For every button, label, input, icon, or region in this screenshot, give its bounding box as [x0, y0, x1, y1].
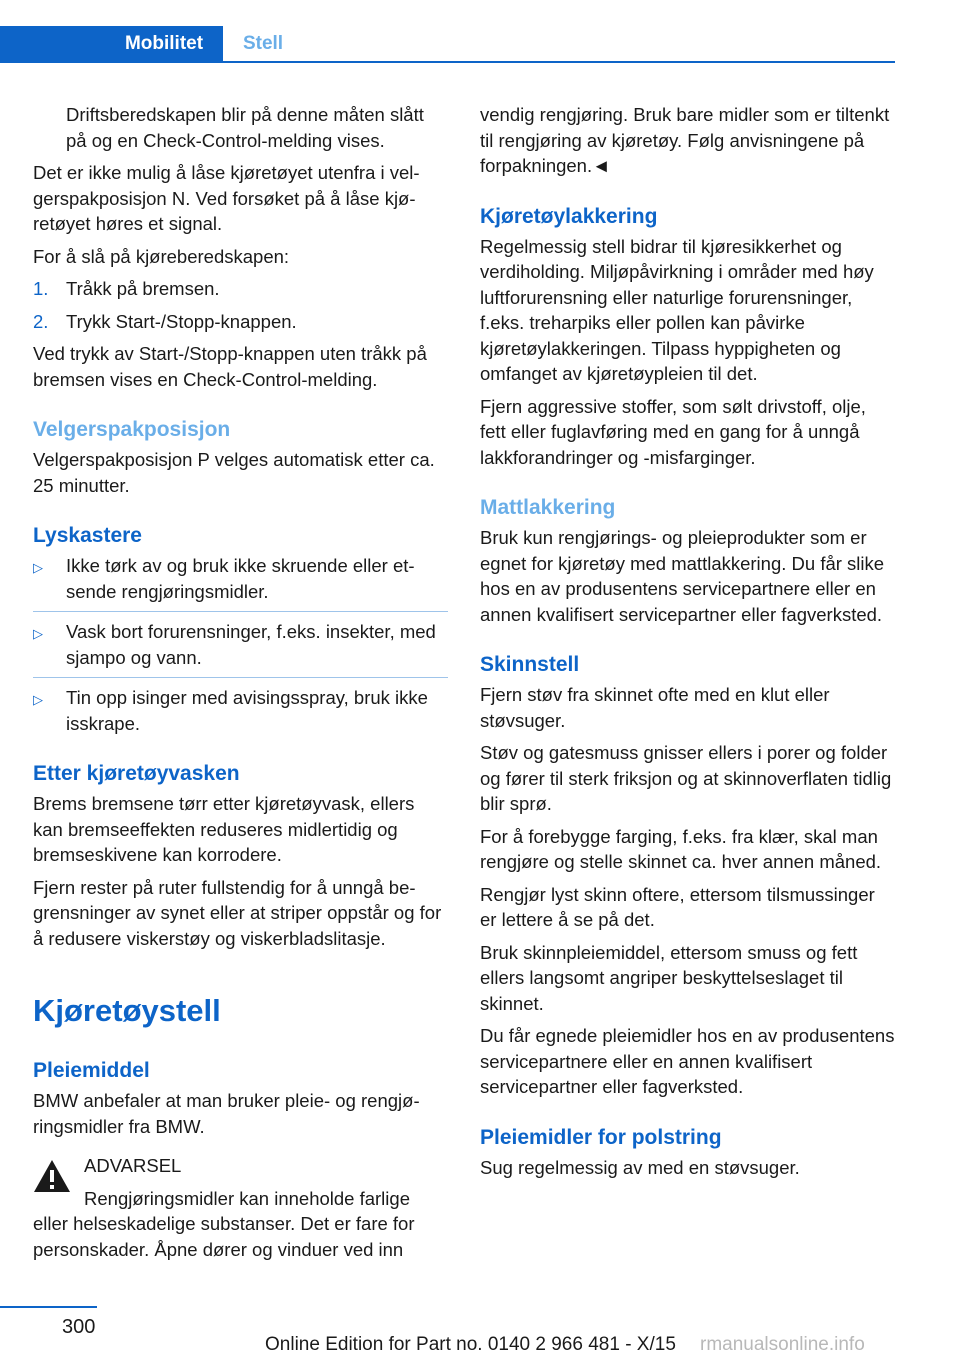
- warning-block: [33, 1153, 448, 1262]
- divider: [33, 611, 448, 612]
- paragraph: Brems bremsene tørr etter kjøretøyvask, ellers kan bremseeffekten reduseres midlertidig og bremseskivene kan korrodere.: [33, 793, 415, 865]
- heading-pleiemidler-polstring: Pleiemidler for polstring: [480, 1125, 722, 1149]
- list-item: [33, 553, 448, 604]
- list-text: Ikke tørk av og bruk ikke skruende eller etsende rengjøringsmidler.: [66, 555, 415, 602]
- heading-kjoretoylakkering: Kjøretøylakkering: [480, 204, 658, 228]
- left-column: [33, 102, 448, 1269]
- list-item: [33, 309, 448, 335]
- heading-etter-kjoretoyvasken: Etter kjøretøyvasken: [33, 762, 240, 785]
- list-text: Tin opp isinger med avisingsspray, bruk ikke isskrape.: [66, 687, 428, 734]
- list-item: [33, 276, 448, 302]
- list-item: [33, 619, 448, 670]
- footer-rule: [0, 1306, 97, 1308]
- divider: [33, 677, 448, 678]
- paragraph: Du får egnede pleiemidler hos en av produsentens servicepartnere eller en annen kvalifisert servicepartner eller fagverksted.: [480, 1025, 895, 1097]
- paragraph: Rengjør lyst skinn oftere, ettersom tilsmussinger er lettere å se på det.: [480, 883, 875, 930]
- tab-bar-lead: [0, 26, 105, 61]
- triangle-bullet-icon: ▷: [33, 692, 43, 707]
- warning-triangle-icon: [33, 1159, 71, 1193]
- paragraph: Støv og gatesmuss gnisser ellers i porer og folder og fører til sterk friksjon og at skinnoverflaten tidlig blir sprø.: [480, 742, 892, 814]
- list-text: Vask bort forurensninger, f.eks. insekter, med sjampo og vann.: [66, 621, 436, 668]
- step-number: 1.: [33, 278, 49, 299]
- triangle-bullet-icon: ▷: [33, 626, 43, 641]
- warning-title: ADVARSEL: [84, 1155, 182, 1176]
- warning-text: Rengjøringsmidler kan inneholde farlige: [84, 1187, 410, 1209]
- chapter-title: Kjøretøystell: [33, 993, 221, 1028]
- list-item: [33, 685, 448, 736]
- paragraph: Fjern støv fra skinnet ofte med en klut eller støvsuger.: [480, 684, 830, 731]
- step-text: Tråkk på bremsen.: [66, 278, 220, 299]
- tab-stell[interactable]: Stell: [242, 33, 284, 54]
- paragraph: Bruk skinnpleiemiddel, ettersom smuss og fett ellers langsomt angriper beskyttelseslaget til skinnet.: [480, 941, 858, 1014]
- paragraph: For å forebygge farging, f.eks. fra klær, skal man rengjøre og stelle skinnet ca. hver annen måned.: [480, 825, 882, 872]
- paragraph: Velgerspakposisjon P velges automatisk etter ca. 25 minutter.: [33, 449, 435, 496]
- heading-lyskastere: Lyskastere: [33, 524, 142, 547]
- paragraph: Driftsberedskapen blir på denne måten slått på og en Check-Control-melding vises.: [66, 104, 424, 151]
- tab-mobilitet[interactable]: Mobilitet: [105, 26, 223, 61]
- edition-note: Online Edition for Part no. 0140 2 966 481 - X/15: [265, 1334, 676, 1355]
- triangle-bullet-icon: ▷: [33, 560, 43, 575]
- step-text: Trykk Start-/Stopp-knappen.: [66, 310, 297, 332]
- heading-velgerspakposisjon: Velgerspakposisjon: [33, 418, 231, 441]
- step-number: 2.: [33, 310, 49, 332]
- paragraph: vendig rengjøring. Bruk bare midler som er tiltenkt til rengjøring av kjøretøy. Følg anvisningene på forpakningen.◄: [480, 104, 890, 176]
- paragraph: Ved trykk av Start-/Stopp-knappen uten tråkk på bremsen vises en Check-Control-melding.: [33, 343, 427, 390]
- heading-skinnstell: Skinnstell: [480, 653, 580, 676]
- paragraph: Fjern aggressive stoffer, som sølt drivstoff, olje, fett eller fuglavføring med en gang for å unngå lakkforandringer og -misfarginger.: [480, 395, 866, 468]
- right-column: [480, 102, 895, 1187]
- paragraph: Regelmessig stell bidrar til kjøresikkerhet og verdiholding. Miljøpåvirkning i områder med høy luftforurensning eller naturlige forurensninger, f.eks. treharpiks eller pollen kan påvirke kjøretøylakkeringen. Tilpass hyppigheten og omfanget av kjøretøypleien til det.: [480, 235, 874, 384]
- paragraph: BMW anbefaler at man bruker pleie- og rengjøringsmidler fra BMW.: [33, 1090, 420, 1137]
- heading-mattlakkering: Mattlakkering: [480, 496, 616, 519]
- paragraph: Sug regelmessig av med en støvsuger.: [480, 1156, 800, 1178]
- paragraph: For å slå på kjøreberedskapen:: [33, 245, 290, 267]
- warning-text: eller helseskadelige substanser. Det er fare for personskader. Åpne dører og vinduer ved inn: [33, 1213, 415, 1260]
- paragraph: Bruk kun rengjørings- og pleieprodukter som er egnet for kjøretøy med mattlakkering. Du får slike hos en av produsentens servicepartnere eller en annen kvalifisert servicepartner eller fagverksted.: [480, 527, 885, 625]
- paragraph: Fjern rester på ruter fullstendig for å unngå begrensninger av synet eller at striper oppstår og for å redusere viskerstøy og viskerbladslitasje.: [33, 876, 442, 949]
- section-tab-bar: [0, 26, 895, 63]
- paragraph: Det er ikke mulig å låse kjøretøyet utenfra i velgerspakposisjon N. Ved forsøket på å låse kjøretøyet høres et signal.: [33, 162, 420, 234]
- page-number: 300: [62, 1316, 96, 1338]
- heading-pleiemiddel: Pleiemiddel: [33, 1059, 150, 1082]
- watermark: rmanualsonline.info: [700, 1334, 865, 1355]
